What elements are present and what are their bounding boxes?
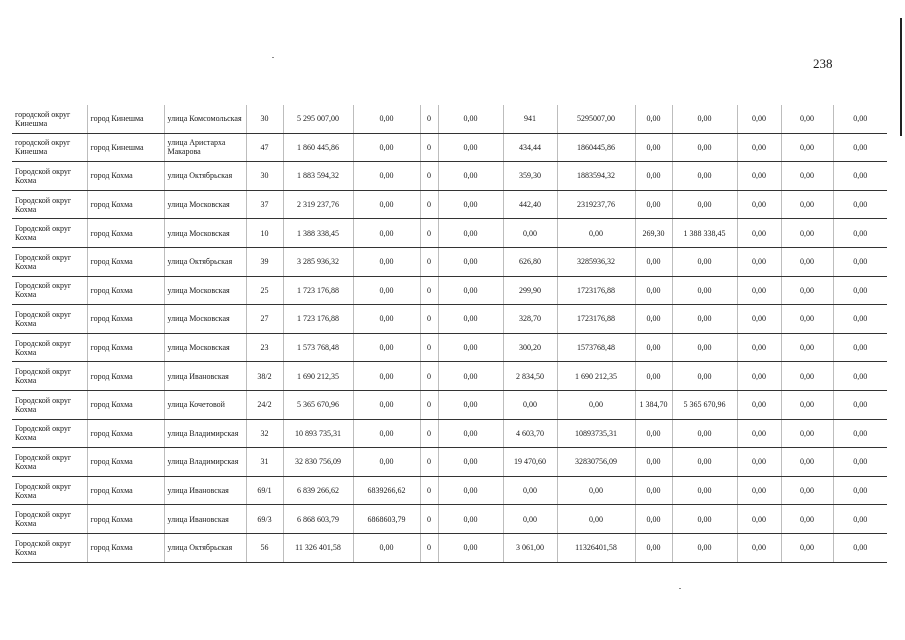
cell-total-cost: 6 839 266,62 [283,476,353,505]
cell-total-cost: 1 690 212,35 [283,362,353,391]
cell-area-col-9: 299,90 [503,276,557,305]
cell-district: Городской округ Кохма [12,476,87,505]
cell-area-col-11: 0,00 [635,333,672,362]
cell-cost-col-13: 0,00 [737,105,781,133]
cell-cost-col-8: 0,00 [438,448,503,477]
cell-cost-col-13: 0,00 [737,390,781,419]
cell-house-number: 37 [246,190,283,219]
cell-cost-col-6: 0,00 [353,133,420,162]
cell-house-number: 30 [246,105,283,133]
cell-street: улица Московская [164,190,246,219]
cell-cost-col-12: 0,00 [672,476,737,505]
cell-total-cost: 11 326 401,58 [283,533,353,562]
table-row [12,133,887,162]
cell-settlement: город Кохма [87,305,164,334]
cell-count-col-7: 0 [420,362,438,391]
cell-cost-col-13: 0,00 [737,448,781,477]
cell-cost-col-12: 1 388 338,45 [672,219,737,248]
cell-cost-col-12: 0,00 [672,305,737,334]
cell-area-col-11: 1 384,70 [635,390,672,419]
cell-cost-col-13: 0,00 [737,362,781,391]
cell-total-cost: 2 319 237,76 [283,190,353,219]
cell-settlement: город Кохма [87,476,164,505]
cell-street: улица Московская [164,305,246,334]
cell-cost-col-10: 10893735,31 [557,419,635,448]
cell-house-number: 47 [246,133,283,162]
cell-cost-col-15: 0,00 [833,305,887,334]
cell-count-col-7: 0 [420,162,438,191]
cell-count-col-7: 0 [420,505,438,534]
cell-district: Городской округ Кохма [12,448,87,477]
cell-district: Городской округ Кохма [12,333,87,362]
cell-count-col-7: 0 [420,190,438,219]
cell-settlement: город Кохма [87,390,164,419]
cell-area-col-9: 0,00 [503,476,557,505]
cell-cost-col-10: 32830756,09 [557,448,635,477]
cell-count-col-7: 0 [420,448,438,477]
cell-cost-col-10: 1723176,88 [557,276,635,305]
cell-house-number: 30 [246,162,283,191]
cell-house-number: 32 [246,419,283,448]
cell-cost-col-13: 0,00 [737,133,781,162]
cell-settlement: город Кохма [87,505,164,534]
cell-cost-col-12: 0,00 [672,533,737,562]
cell-total-cost: 1 723 176,88 [283,276,353,305]
cell-total-cost: 1 388 338,45 [283,219,353,248]
cell-cost-col-6: 0,00 [353,247,420,276]
cell-cost-col-8: 0,00 [438,219,503,248]
cell-area-col-11: 0,00 [635,448,672,477]
cell-area-col-9: 328,70 [503,305,557,334]
cell-district: Городской округ Кохма [12,362,87,391]
cell-cost-col-8: 0,00 [438,305,503,334]
cell-cost-col-12: 0,00 [672,276,737,305]
cell-cost-col-14: 0,00 [781,333,833,362]
cell-cost-col-15: 0,00 [833,190,887,219]
cell-cost-col-6: 0,00 [353,362,420,391]
cell-total-cost: 1 883 594,32 [283,162,353,191]
cell-cost-col-10: 0,00 [557,390,635,419]
cell-cost-col-15: 0,00 [833,448,887,477]
cell-district: Городской округ Кохма [12,533,87,562]
cell-count-col-7: 0 [420,133,438,162]
cell-district: городской округ Кинешма [12,105,87,133]
cell-cost-col-8: 0,00 [438,333,503,362]
cell-area-col-9: 0,00 [503,219,557,248]
cell-area-col-11: 0,00 [635,505,672,534]
cell-cost-col-14: 0,00 [781,133,833,162]
cell-cost-col-6: 6868603,79 [353,505,420,534]
cell-house-number: 69/3 [246,505,283,534]
cell-street: улица Кочетовой [164,390,246,419]
cell-cost-col-8: 0,00 [438,162,503,191]
cell-count-col-7: 0 [420,276,438,305]
cell-district: городской округ Кинешма [12,133,87,162]
cell-district: Городской округ Кохма [12,247,87,276]
cell-cost-col-12: 0,00 [672,190,737,219]
cell-area-col-11: 0,00 [635,105,672,133]
cell-settlement: город Кохма [87,219,164,248]
table-body [12,105,887,562]
cell-cost-col-14: 0,00 [781,190,833,219]
cell-settlement: город Кохма [87,247,164,276]
cell-count-col-7: 0 [420,533,438,562]
cell-cost-col-13: 0,00 [737,247,781,276]
cell-cost-col-6: 0,00 [353,162,420,191]
cell-cost-col-10: 1573768,48 [557,333,635,362]
cell-street: улица Владимирская [164,448,246,477]
table-row [12,390,887,419]
cell-settlement: город Кохма [87,533,164,562]
cell-cost-col-6: 0,00 [353,333,420,362]
cell-street: улица Октябрьская [164,533,246,562]
cell-cost-col-15: 0,00 [833,333,887,362]
cell-total-cost: 1 860 445,86 [283,133,353,162]
cell-cost-col-8: 0,00 [438,276,503,305]
cell-count-col-7: 0 [420,390,438,419]
cell-cost-col-8: 0,00 [438,505,503,534]
cell-cost-col-15: 0,00 [833,419,887,448]
cell-cost-col-14: 0,00 [781,162,833,191]
cell-cost-col-12: 0,00 [672,162,737,191]
cell-cost-col-14: 0,00 [781,476,833,505]
cell-cost-col-6: 0,00 [353,219,420,248]
cell-cost-col-10: 1723176,88 [557,305,635,334]
cell-cost-col-13: 0,00 [737,219,781,248]
table-row [12,305,887,334]
cell-area-col-9: 434,44 [503,133,557,162]
cell-total-cost: 1 723 176,88 [283,305,353,334]
cell-street: улица Ивановская [164,476,246,505]
cell-cost-col-6: 0,00 [353,390,420,419]
cell-cost-col-14: 0,00 [781,390,833,419]
cell-cost-col-10: 3285936,32 [557,247,635,276]
housing-register-table [12,105,887,563]
cell-settlement: город Кохма [87,448,164,477]
cell-settlement: город Кохма [87,362,164,391]
cell-cost-col-8: 0,00 [438,105,503,133]
cell-cost-col-14: 0,00 [781,305,833,334]
cell-street: улица Ивановская [164,362,246,391]
cell-cost-col-15: 0,00 [833,162,887,191]
cell-cost-col-15: 0,00 [833,276,887,305]
cell-house-number: 56 [246,533,283,562]
cell-area-col-9: 0,00 [503,390,557,419]
table-row [12,419,887,448]
cell-house-number: 31 [246,448,283,477]
table-row [12,533,887,562]
cell-area-col-11: 0,00 [635,162,672,191]
cell-street: улица Комсомольская [164,105,246,133]
cell-cost-col-14: 0,00 [781,105,833,133]
cell-street: улица Октябрьская [164,162,246,191]
cell-cost-col-12: 0,00 [672,419,737,448]
cell-district: Городской округ Кохма [12,419,87,448]
cell-area-col-9: 2 834,50 [503,362,557,391]
cell-street: улица Октябрьская [164,247,246,276]
cell-house-number: 10 [246,219,283,248]
cell-district: Городской округ Кохма [12,305,87,334]
cell-cost-col-15: 0,00 [833,533,887,562]
cell-cost-col-6: 6839266,62 [353,476,420,505]
table-row [12,476,887,505]
cell-cost-col-8: 0,00 [438,476,503,505]
cell-district: Городской округ Кохма [12,190,87,219]
cell-area-col-11: 0,00 [635,133,672,162]
table-row [12,105,887,133]
cell-cost-col-15: 0,00 [833,476,887,505]
cell-house-number: 25 [246,276,283,305]
cell-district: Городской округ Кохма [12,162,87,191]
cell-district: Городской округ Кохма [12,276,87,305]
cell-cost-col-10: 0,00 [557,219,635,248]
cell-cost-col-8: 0,00 [438,419,503,448]
cell-cost-col-6: 0,00 [353,276,420,305]
cell-total-cost: 5 295 007,00 [283,105,353,133]
cell-cost-col-6: 0,00 [353,305,420,334]
cell-cost-col-14: 0,00 [781,448,833,477]
cell-settlement: город Кохма [87,276,164,305]
cell-cost-col-13: 0,00 [737,276,781,305]
cell-district: Городской округ Кохма [12,505,87,534]
cell-total-cost: 6 868 603,79 [283,505,353,534]
cell-cost-col-12: 5 365 670,96 [672,390,737,419]
cell-cost-col-15: 0,00 [833,390,887,419]
cell-settlement: город Кинешма [87,133,164,162]
cell-total-cost: 32 830 756,09 [283,448,353,477]
cell-cost-col-12: 0,00 [672,448,737,477]
cell-settlement: город Кохма [87,190,164,219]
cell-street: улица Московская [164,219,246,248]
cell-area-col-11: 0,00 [635,190,672,219]
cell-cost-col-13: 0,00 [737,419,781,448]
cell-cost-col-10: 1883594,32 [557,162,635,191]
scan-speck [679,588,681,589]
cell-cost-col-8: 0,00 [438,533,503,562]
cell-area-col-11: 0,00 [635,247,672,276]
cell-cost-col-15: 0,00 [833,219,887,248]
cell-count-col-7: 0 [420,105,438,133]
cell-total-cost: 10 893 735,31 [283,419,353,448]
table-row [12,362,887,391]
table-row [12,247,887,276]
cell-cost-col-6: 0,00 [353,533,420,562]
table-row [12,276,887,305]
cell-cost-col-15: 0,00 [833,362,887,391]
cell-district: Городской округ Кохма [12,219,87,248]
cell-street: улица Московская [164,276,246,305]
table-row [12,190,887,219]
cell-area-col-11: 0,00 [635,476,672,505]
cell-count-col-7: 0 [420,247,438,276]
table-row [12,505,887,534]
cell-cost-col-10: 2319237,76 [557,190,635,219]
cell-cost-col-6: 0,00 [353,419,420,448]
cell-house-number: 38/2 [246,362,283,391]
cell-area-col-9: 0,00 [503,505,557,534]
cell-area-col-11: 269,30 [635,219,672,248]
cell-cost-col-13: 0,00 [737,333,781,362]
cell-count-col-7: 0 [420,333,438,362]
cell-house-number: 27 [246,305,283,334]
cell-street: улица Владимирская [164,419,246,448]
cell-street: улица Аристарха Макарова [164,133,246,162]
cell-cost-col-8: 0,00 [438,190,503,219]
table-row [12,448,887,477]
scan-speck [272,57,274,58]
cell-cost-col-10: 0,00 [557,476,635,505]
cell-area-col-9: 626,80 [503,247,557,276]
cell-cost-col-12: 0,00 [672,105,737,133]
cell-count-col-7: 0 [420,305,438,334]
cell-area-col-11: 0,00 [635,362,672,391]
cell-settlement: город Кохма [87,162,164,191]
cell-cost-col-12: 0,00 [672,247,737,276]
cell-house-number: 69/1 [246,476,283,505]
cell-settlement: город Кинешма [87,105,164,133]
cell-cost-col-6: 0,00 [353,190,420,219]
cell-cost-col-14: 0,00 [781,362,833,391]
table-row [12,219,887,248]
cell-cost-col-10: 11326401,58 [557,533,635,562]
cell-cost-col-6: 0,00 [353,448,420,477]
cell-cost-col-14: 0,00 [781,419,833,448]
cell-count-col-7: 0 [420,476,438,505]
cell-district: Городской округ Кохма [12,390,87,419]
cell-settlement: город Кохма [87,333,164,362]
cell-cost-col-8: 0,00 [438,362,503,391]
cell-total-cost: 3 285 936,32 [283,247,353,276]
cell-cost-col-13: 0,00 [737,533,781,562]
cell-cost-col-15: 0,00 [833,105,887,133]
cell-cost-col-15: 0,00 [833,133,887,162]
cell-cost-col-12: 0,00 [672,505,737,534]
cell-cost-col-12: 0,00 [672,362,737,391]
cell-cost-col-14: 0,00 [781,276,833,305]
cell-cost-col-13: 0,00 [737,162,781,191]
cell-cost-col-13: 0,00 [737,190,781,219]
cell-area-col-11: 0,00 [635,533,672,562]
cell-area-col-11: 0,00 [635,276,672,305]
cell-cost-col-10: 1 690 212,35 [557,362,635,391]
cell-area-col-9: 4 603,70 [503,419,557,448]
cell-area-col-11: 0,00 [635,419,672,448]
cell-cost-col-10: 0,00 [557,505,635,534]
cell-cost-col-13: 0,00 [737,305,781,334]
cell-cost-col-12: 0,00 [672,333,737,362]
cell-area-col-9: 442,40 [503,190,557,219]
cell-area-col-9: 300,20 [503,333,557,362]
cell-cost-col-15: 0,00 [833,247,887,276]
cell-cost-col-8: 0,00 [438,133,503,162]
cell-cost-col-12: 0,00 [672,133,737,162]
cell-house-number: 24/2 [246,390,283,419]
cell-cost-col-14: 0,00 [781,533,833,562]
cell-area-col-9: 3 061,00 [503,533,557,562]
cell-cost-col-14: 0,00 [781,505,833,534]
cell-cost-col-15: 0,00 [833,505,887,534]
cell-settlement: город Кохма [87,419,164,448]
cell-count-col-7: 0 [420,219,438,248]
cell-street: улица Московская [164,333,246,362]
table-row [12,162,887,191]
cell-cost-col-14: 0,00 [781,247,833,276]
cell-house-number: 39 [246,247,283,276]
page-number: 238 [813,56,833,71]
cell-cost-col-14: 0,00 [781,219,833,248]
cell-area-col-9: 19 470,60 [503,448,557,477]
cell-cost-col-8: 0,00 [438,390,503,419]
cell-street: улица Ивановская [164,505,246,534]
cell-area-col-9: 941 [503,105,557,133]
cell-total-cost: 5 365 670,96 [283,390,353,419]
cell-area-col-9: 359,30 [503,162,557,191]
cell-cost-col-13: 0,00 [737,505,781,534]
cell-cost-col-10: 1860445,86 [557,133,635,162]
cell-cost-col-6: 0,00 [353,105,420,133]
cell-cost-col-8: 0,00 [438,247,503,276]
cell-total-cost: 1 573 768,48 [283,333,353,362]
cell-area-col-11: 0,00 [635,305,672,334]
cell-cost-col-13: 0,00 [737,476,781,505]
cell-house-number: 23 [246,333,283,362]
cell-cost-col-10: 5295007,00 [557,105,635,133]
scan-edge-line [900,18,902,136]
cell-count-col-7: 0 [420,419,438,448]
table-row [12,333,887,362]
